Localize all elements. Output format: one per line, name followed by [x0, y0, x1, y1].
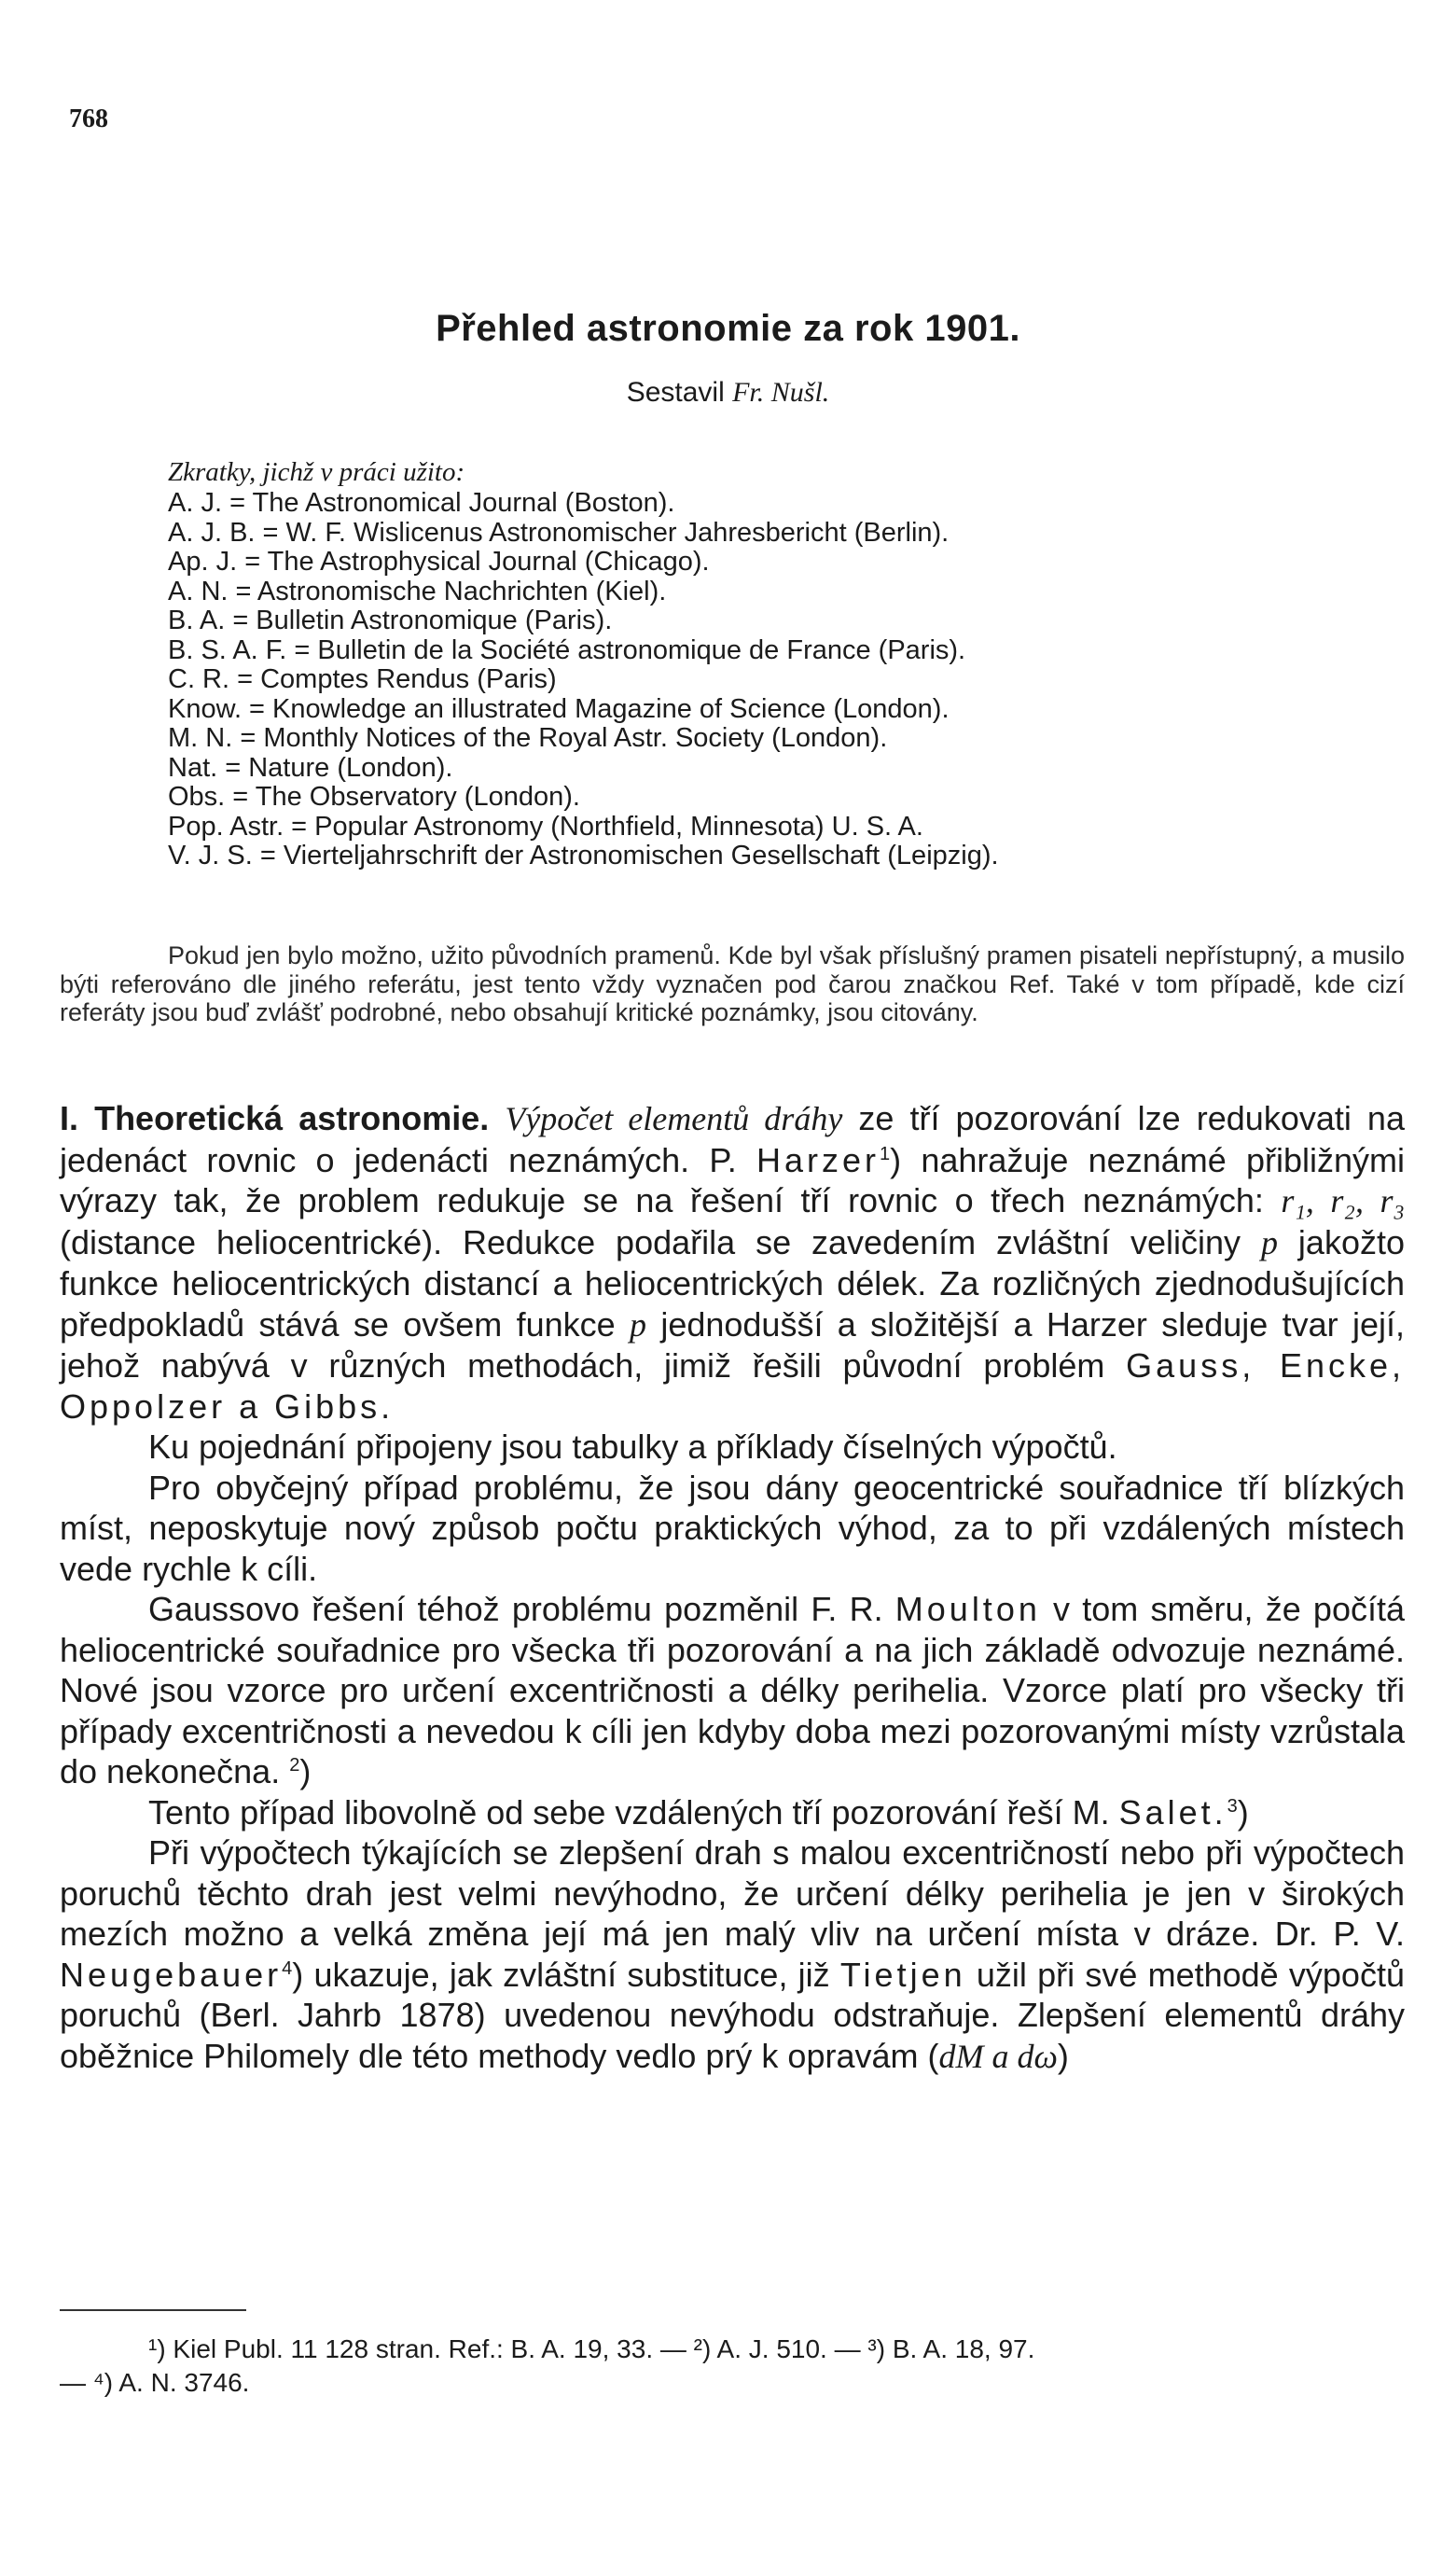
abbreviations-heading: Zkratky, jichž v práci užito:	[168, 457, 465, 487]
text-run: Při výpočtech týkajících se zlepšení drah s malou excentričností nebo při výpočtech poruchů těchto drah jest velmi nevýhodno, že určení délky perihelia je jen v širokých mezích možno a velká změna její má jen malý vliv na určení místa v dráze. Dr. P. V.	[60, 1833, 1405, 1953]
sources-note-text: Pokud jen bylo možno, užito původních pramenů. Kde byl však příslušný pramen pisateli nepřístupný, a musilo býti referováno dle jiného referátu, jest tento vždy vyznačen pod čarou značkou Ref. Také v tom případě, kde cizí referáty jsou buď zvlášť podrobné, nebo obsahují kritické poznámky, jsou citovány.	[60, 941, 1405, 1026]
text-run: Gaussovo řešení téhož problému pozměnil F. R.	[148, 1590, 895, 1628]
abbreviation-item: Obs. = The Observatory (London).	[168, 782, 580, 812]
abbreviation-item: A. J. = The Astronomical Journal (Boston).	[168, 488, 675, 518]
author-name: Tietjen	[839, 1955, 966, 1994]
author-names: Gauss, Encke, Oppolzer a Gibbs.	[60, 1346, 1406, 1426]
footnote-ref: 4	[282, 1957, 293, 1979]
author-name: Harzer	[756, 1140, 881, 1179]
paragraph-1	[60, 1098, 1405, 1427]
text-run: v tom směru, že počítá heliocentrické souřadnice pro všecka tři pozorování a na jich základě odvozuje neznámé. Nové jsou vzorce pro určení excentričnosti a délky perihelia. Vzorce platí pro všecky tři případy excentričnosti a nevedou k cíli jen kdyby doba mezi pozorovanými místy vzrůstala do nekonečna.	[60, 1590, 1405, 1790]
abbreviation-item: Know. = Knowledge an illustrated Magazine of Science (London).	[168, 693, 950, 724]
math-variables: r₁, r₂, r₃	[1281, 1182, 1406, 1219]
text-run: užil při své methodě výpočtů poruchů (Berl. Jahrb 1878) uvedenou nevýhodu odstraňuje. Zlepšení elementů dráhy oběžnice Philomely dle této methody vedlo prý k opravám (	[60, 1955, 1405, 2075]
text-run: jakožto funkce heliocentrických distancí a heliocentrických délek. Za rozličných zjednodušujících předpokladů stává se ovšem funkce	[60, 1222, 1405, 1344]
text-run: ) nahražuje neznámé přibližnými výrazy tak, že problem redukuje se na řešení tří rovnic o třech neznámých:	[60, 1140, 1405, 1219]
footnote-ref: 3	[1227, 1795, 1238, 1817]
text-run: Tento případ libovolně od sebe vzdálených tří pozorování řeší M.	[148, 1792, 1119, 1832]
abbreviations-list	[168, 489, 1334, 871]
footnote-ref: 2	[289, 1755, 300, 1776]
text-run: (distance heliocentrické). Redukce podařila se zavedením zvláštní veličiny	[60, 1222, 1261, 1261]
article-title: Přehled astronomie za rok 1901.	[436, 308, 1020, 349]
text-run: jednodušší a složitější a Harzer sleduje tvar její, jehož nabývá v různých methodách, jimiž řešili původní problém	[60, 1304, 1405, 1385]
paragraph-5: Tento případ libovolně od sebe vzdálených tří pozorování řeší M. Salet.$^3$)	[148, 1792, 1249, 1832]
abbreviation-item: B. S. A. F. = Bulletin de la Société astronomique de France (Paris).	[168, 634, 966, 665]
paragraph-6	[60, 1832, 1405, 2077]
author-name: Neugebauer	[60, 1955, 283, 1994]
text-run: ze tří pozorování lze redukovati na jedenáct rovnic o jedenácti neznámých. P.	[60, 1099, 1405, 1179]
author-name: Moulton	[894, 1590, 1041, 1628]
abbreviation-item: A. N. = Astronomische Nachrichten (Kiel).	[168, 576, 667, 606]
abbreviation-item: C. R. = Comptes Rendus (Paris)	[168, 664, 557, 694]
abbreviation-item: Nat. = Nature (London).	[168, 752, 453, 783]
byline-author: Fr. Nušl.	[732, 377, 830, 408]
byline	[0, 377, 1456, 409]
paragraph-4: Gaussovo řešení téhož problému pozměnil F. R. Moulton v tom směru, že počítá heliocentrické souřadnice pro všecka tři pozorování a na jich základě odvozuje neznámé. Nové jsou vzorce pro určení excentričnosti a délky perihelia. Vzorce platí pro všecky tři případy excentričnosti a nevedou k cíli jen kdyby doba mezi pozorovanými místy vzrůstala do nekonečna. $^2$)	[60, 1590, 1405, 1790]
abbreviation-item: Ap. J. = The Astrophysical Journal (Chicago).	[168, 547, 710, 577]
footnote-divider	[60, 2309, 246, 2311]
sources-note	[60, 941, 1405, 1027]
math-variable-p: p	[629, 1305, 646, 1344]
abbreviation-item: Pop. Astr. = Popular Astronomy (Northfield, Minnesota) U. S. A.	[168, 811, 923, 842]
section-heading: Theoretická astronomie.	[94, 1099, 490, 1137]
abbreviation-item: B. A. = Bulletin Astronomique (Paris).	[168, 606, 613, 635]
page-number: 768	[69, 104, 108, 133]
footnote-line: — ⁴) A. N. 3746.	[60, 2368, 250, 2397]
footnote-ref: 1	[880, 1143, 891, 1164]
paragraph-3: Pro obyčejný případ problému, že jsou dány geocentrické souřadnice tří blízkých míst, neposkytuje nový způsob počtu praktických výhod, za to při vzdálených místech vede rychle k cíli.	[60, 1468, 1405, 1588]
paragraph-2: Ku pojednání připojeny jsou tabulky a příklady číselných výpočtů.	[148, 1428, 1117, 1466]
abbreviation-item: M. N. = Monthly Notices of the Royal Astr. Society (London).	[168, 723, 888, 753]
math-variables: dM a dω	[938, 2037, 1058, 2075]
section-body	[60, 1098, 1405, 2077]
text-run: ) ukazuje, jak zvláštní substituce, již	[292, 1955, 840, 1994]
topic-phrase: Výpočet elementů dráhy	[505, 1100, 843, 1137]
author-name: Salet.	[1118, 1792, 1227, 1832]
abbreviation-item: A. J. B. = W. F. Wislicenus Astronomischer Jahresbericht (Berlin).	[168, 517, 950, 548]
footnotes	[60, 2333, 1405, 2400]
text-run: )	[1057, 2036, 1069, 2075]
byline-prefix: Sestavil	[626, 377, 725, 408]
section-number: I.	[60, 1099, 79, 1137]
footnote-line: ¹) Kiel Publ. 11 128 stran. Ref.: B. A. 19, 33. — ²) A. J. 510. — ³) B. A. 18, 97.	[148, 2334, 1035, 2363]
abbreviation-item: V. J. S. = Vierteljahrschrift der Astronomischen Gesellschaft (Leipzig).	[168, 841, 999, 871]
math-variable-p: p	[1261, 1223, 1278, 1261]
